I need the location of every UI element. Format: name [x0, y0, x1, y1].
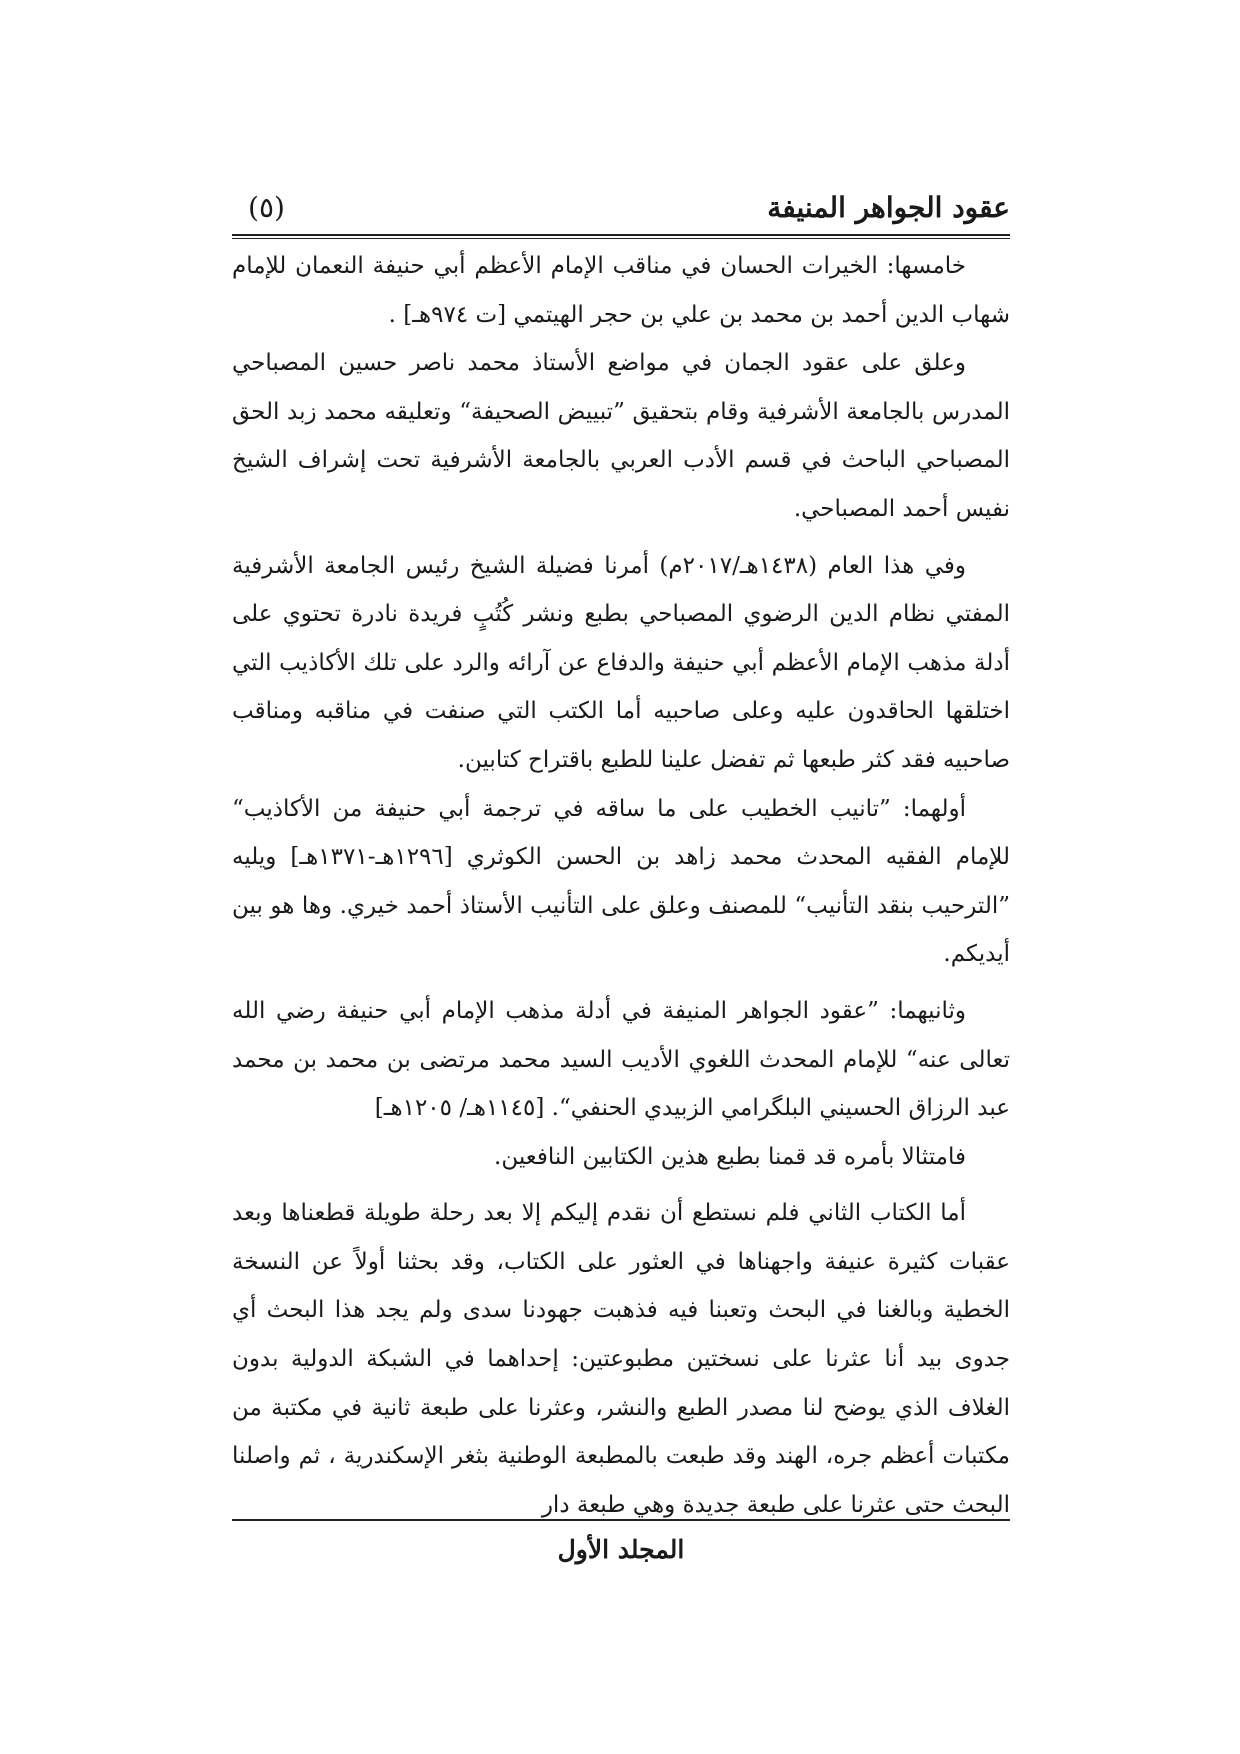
paragraph: وثانيهما: ”عقود الجواهر المنيفة في أدلة مذهب الإمام أبي حنيفة رضي الله تعالى عنه“ للإمام المحدث اللغوي الأديب السيد محمد مرتضى بن محمد بن محمد عبد الرزاق الحسيني البلگرامي الزبيدي الحنفي“. [١١٤٥هـ/ ١٢٠٥هـ] — [232, 997, 1010, 1122]
book-title: عقود الجواهر المنيفة — [767, 191, 1010, 224]
volume-label: المجلد الأول — [557, 1535, 685, 1564]
header-rule — [232, 234, 1010, 239]
body-text — [232, 242, 1010, 1529]
paragraph: خامسها: الخيرات الحسان في مناقب الإمام الأعظم أبي حنيفة النعمان للإمام شهاب الدين أحمد بن محمد بن علي بن حجر الهيتمي [ت ٩٧٤هـ] . — [232, 253, 1010, 328]
footer-rule — [232, 1519, 1010, 1521]
paragraph: فامتثالا بأمره قد قمنا بطبع هذين الكتابين النافعين. — [494, 1143, 966, 1170]
paragraph: وعلق على عقود الجمان في مواضع الأستاذ محمد ناصر حسين المصباحي المدرس بالجامعة الأشرفية وقام بتحقيق ”تبييض الصحيفة“ وتعليقه محمد زبد الحق المصباحي الباحث في قسم الأدب العربي بالجامعة الأشرفية تحت إشراف الشيخ نفيس أحمد المصباحي. — [232, 350, 1010, 522]
paragraph: أما الكتاب الثاني فلم نستطع أن نقدم إليكم إلا بعد رحلة طويلة قطعناها وبعد عقبات كثيرة عنيفة واجهناها في العثور على الكتاب، وقد بحثنا أولاً عن النسخة الخطية وبالغنا في البحث وتعبنا فيه فذهبت جهودنا سدى ولم يجد هذا البحث أي جدوى بيد أنا عثرنا على نسختين مطبوعتين: إحداهما في الشبكة الدولية بدون الغلاف الذي يوضح لنا مصدر الطبع والنشر، وعثرنا على طبعة ثانية في مكتبة من مكتبات أعظم جره، الهند وقد طبعت بالمطبعة الوطنية بثغر الإسكندرية ، ثم واصلنا البحث حتى عثرنا على طبعة جديدة وهي طبعة دار — [232, 1200, 1010, 1518]
page-number: (٥) — [248, 191, 285, 224]
paragraph: وفي هذا العام (١٤٣٨هـ/٢٠١٧م) أمرنا فضيلة الشيخ رئيس الجامعة الأشرفية المفتي نظام الدين الرضوي المصباحي بطبع ونشر كُتُبٍ فريدة نادرة تحتوي على أدلة مذهب الإمام الأعظم أبي حنيفة والدفاع عن آرائه والرد على تلك الأكاذيب التي اختلقها الحاقدون عليه وعلى صاحبيه أما الكتب التي صنفت في مناقبه ومناقب صاحبيه فقد كثر طبعها ثم تفضل علينا للطبع باقتراح كتابين. — [232, 552, 1010, 773]
paragraph: أولهما: ”تانيب الخطيب على ما ساقه في ترجمة أبي حنيفة من الأكاذيب“ للإمام الفقيه المحدث محمد زاهد بن الحسن الكوثري [١٢٩٦هـ-١٣٧١هـ] ويليه ”الترحيب بنقد التأنيب“ للمصنف وعلق على التأنيب الأستاذ أحمد خيري. وها هو بين أيديكم. — [232, 795, 1011, 968]
document-page — [232, 0, 1010, 1754]
running-header — [232, 186, 1010, 230]
